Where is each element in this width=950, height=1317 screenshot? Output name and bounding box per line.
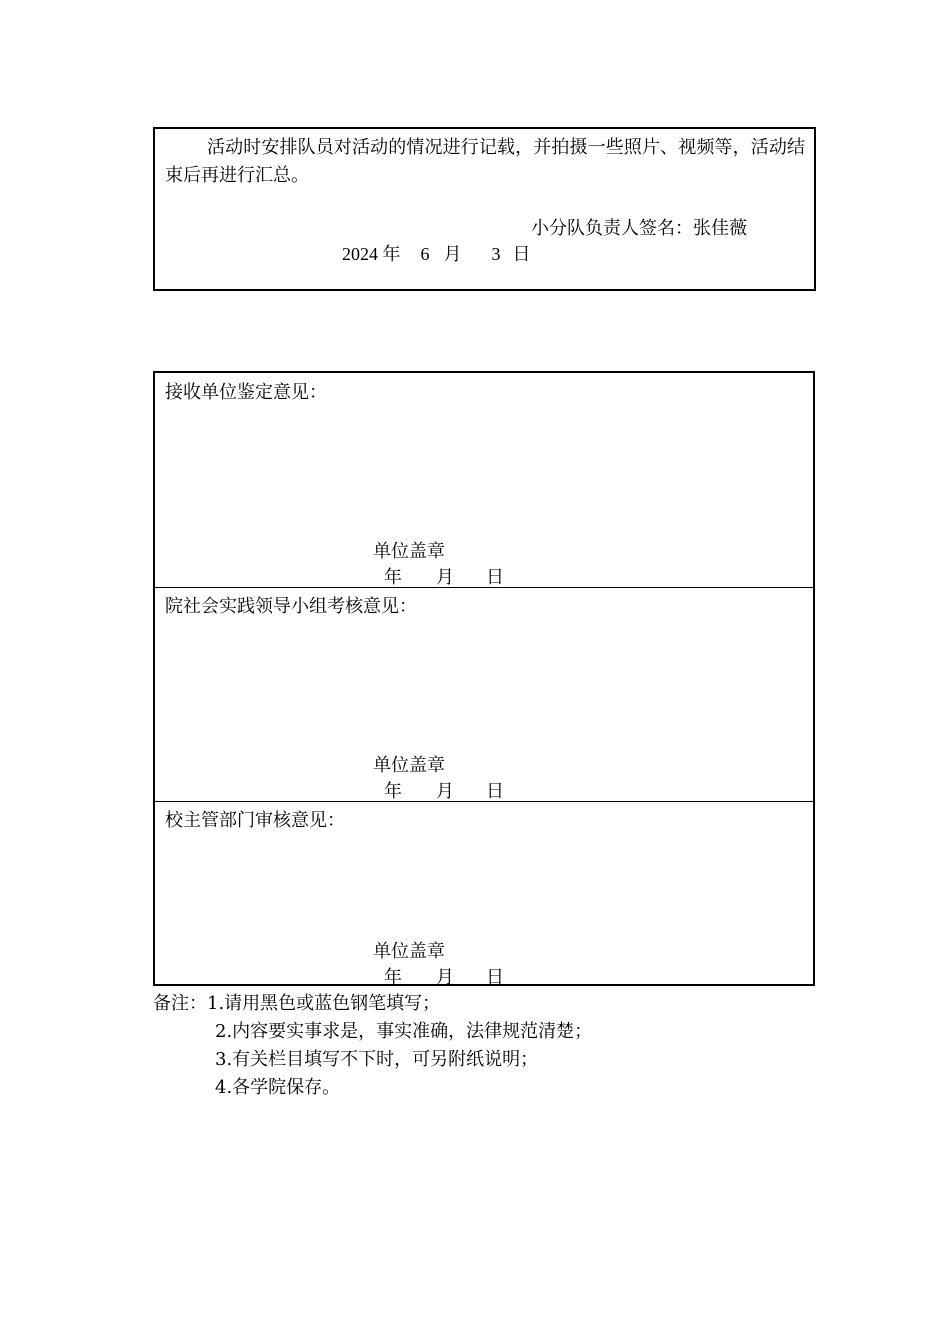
date-month-unit: 月 [443, 244, 462, 264]
month-label: 月 [436, 967, 454, 988]
date-year: 2024 [342, 244, 378, 264]
review-section-receiving-unit [155, 373, 813, 588]
date-year-unit: 年 [382, 244, 401, 264]
date-line [384, 777, 504, 803]
year-label: 年 [384, 567, 402, 588]
note-text: 1.请用黑色或蓝色钢笔填写； [207, 993, 441, 1014]
section-label: 校主管部门审核意见： [165, 810, 345, 831]
note-item [153, 1046, 592, 1074]
note-item [153, 1074, 592, 1102]
activity-record-box [153, 127, 816, 291]
date-day-unit: 日 [512, 244, 531, 264]
section-label: 院社会实践领导小组考核意见： [165, 596, 417, 617]
date-line [384, 963, 504, 989]
date-month: 6 [420, 244, 430, 264]
notes-block [153, 990, 592, 1102]
note-text: 2.内容要实事求是，事实准确，法律规范清楚； [215, 1021, 593, 1042]
notes-prefix: 备注： [153, 993, 207, 1014]
year-label: 年 [384, 781, 402, 802]
unit-stamp-label: 单位盖章 [373, 541, 445, 562]
day-label: 日 [486, 781, 504, 802]
day-label: 日 [486, 567, 504, 588]
note-text: 3.有关栏目填写不下时，可另附纸说明； [215, 1049, 539, 1070]
year-label: 年 [384, 967, 402, 988]
note-item [153, 990, 592, 1018]
review-table [153, 371, 815, 986]
month-label: 月 [436, 781, 454, 802]
activity-date [342, 240, 531, 266]
review-section-school-department [155, 801, 813, 986]
note-item [153, 1018, 592, 1046]
month-label: 月 [436, 567, 454, 588]
unit-stamp-label: 单位盖章 [373, 755, 445, 776]
review-section-practice-group [155, 587, 813, 802]
date-line [384, 563, 504, 589]
day-label: 日 [486, 967, 504, 988]
date-day: 3 [491, 244, 501, 264]
team-leader-signature: 小分队负责人签名：张佳薇 [531, 218, 747, 239]
activity-description: 活动时安排队员对活动的情况进行记载，并拍摄一些照片、视频等，活动结束后再进行汇总。 [165, 137, 805, 186]
section-label: 接收单位鉴定意见： [165, 382, 327, 403]
unit-stamp-label: 单位盖章 [373, 941, 445, 962]
note-text: 4.各学院保存。 [215, 1077, 341, 1098]
